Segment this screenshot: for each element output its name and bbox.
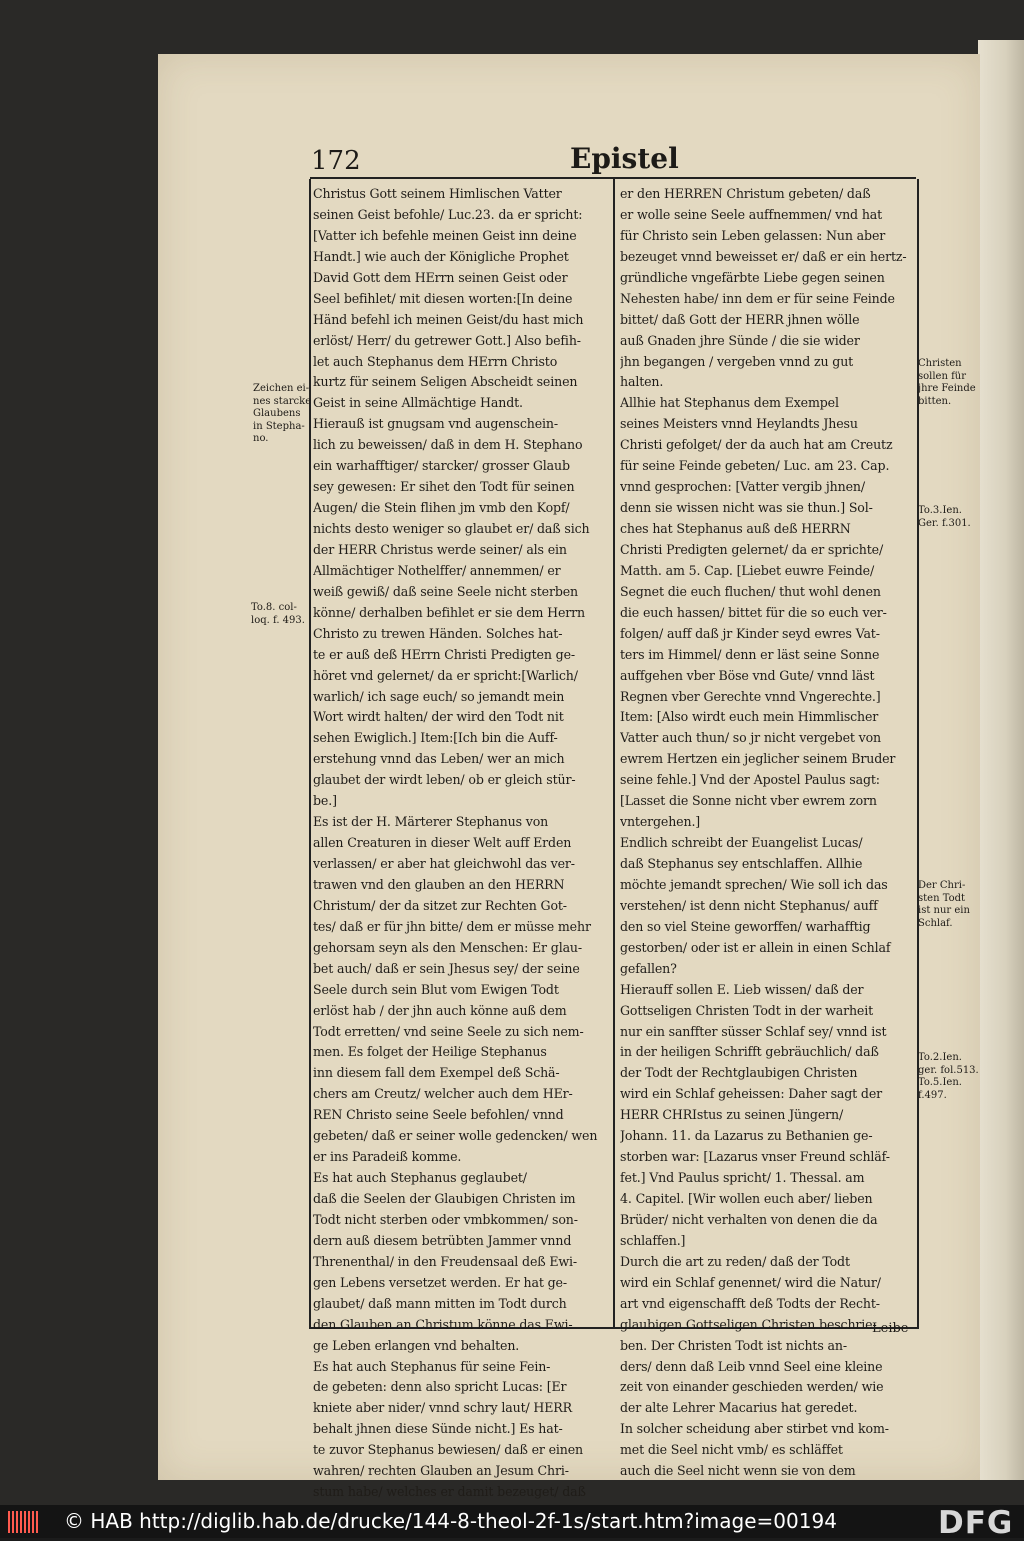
text-line: [Lasset die Sonne nicht vber ewrem zorn [620,793,877,809]
text-line: verstehen/ ist denn nicht Stephanus/ auff [620,897,878,913]
text-line: met die Seel nicht vmb/ es schläffet [620,1442,843,1458]
text-line: Christus Gott seinem Himlischen Vatter [313,186,562,201]
text-line: halten. [620,374,664,390]
text-line: warlich/ ich sage euch/ so jemandt mein [313,688,565,704]
text-line: er ins Paradeiß komme. [313,1149,462,1165]
text-line: der HERR Christus werde seiner/ als ein [313,541,567,557]
text-line: 4. Capitel. [Wir wollen euch aber/ lieben [620,1191,873,1206]
margin-note-left-2: To.8. col- loq. f. 493. [251,602,305,626]
right-text-column [620,184,910,1482]
text-line: wird ein Schlaf geheissen: Daher sagt der [620,1086,882,1102]
text-line: ters im Himmel/ denn er läst seine Sonne [620,646,880,662]
text-line: storben war: [Lazarus vnser Freund schläf- [620,1149,890,1165]
text-line: denn sie wissen nicht was sie thun.] Sol- [620,500,873,516]
text-line: Vatter auch thun/ so jr nicht vergebet von [620,730,882,746]
text-line: behalt jhnen diese Sünde nicht.] Es hat- [313,1421,563,1437]
running-title: Epistel [570,142,679,175]
text-line: auch die Seel nicht wenn sie von dem [620,1463,856,1479]
text-line: ewrem Hertzen ein jeglicher seinem Bruder [620,751,896,767]
text-line: Allmächtiger Nothelffer/ annemmen/ er [313,562,561,578]
text-line: Hierauß ist gnugsam vnd augenschein- [313,416,558,432]
text-line: er den HERREN Christum gebeten/ daß [620,186,871,201]
text-line: sehen Ewiglich.] Item:[Ich bin die Auff- [313,730,558,746]
text-line: trawen vnd den glauben an den HERRN [313,876,565,892]
text-line: Threnenthal/ in den Freudensaal deß Ewi- [313,1253,578,1269]
text-line: Nehesten habe/ inn dem er für seine Feinde [620,290,895,306]
text-line: ders/ denn daß Leib vnnd Seel eine kleine [620,1358,883,1374]
text-line: seine fehle.] Vnd der Apostel Paulus sagt: [620,772,880,788]
text-line: glaubet/ daß mann mitten im Todt durch [313,1295,567,1311]
text-line: ge Leben erlangen vnd behalten. [313,1337,520,1353]
copyright-url[interactable]: © HAB http://diglib.hab.de/drucke/144-8-theol-2f-1s/start.htm?image=00194 [64,1509,837,1533]
text-line: möchte jemandt sprechen/ Wie soll ich das [620,876,888,892]
text-line: ein warhafftiger/ starcker/ grosser Glaub [313,458,570,474]
text-line: Wort wirdt halten/ der wird den Todt nit [313,709,564,725]
column-divider [613,179,615,1327]
text-line: nichts desto weniger so glaubet er/ daß sich [313,521,590,536]
text-line: Christum/ der da sitzet zur Rechten Got- [313,897,567,913]
text-line: Es ist der H. Märterer Stephanus von [313,814,549,830]
text-line: ches hat Stephanus auß deß HERRN [620,521,851,536]
text-line: gebeten/ daß er seiner wolle gedencken/ wen [313,1128,598,1144]
text-line: bet auch/ daß er sein Jhesus sey/ der seine [313,960,580,976]
text-line: Es hat auch Stephanus geglaubet/ [313,1170,527,1186]
text-line: Seele durch sein Blut vom Ewigen Todt [313,981,559,997]
text-line: In solcher scheidung aber stirbet vnd kom- [620,1421,889,1437]
text-line: verlassen/ er aber hat gleichwohl das ver- [313,856,575,871]
text-line: Endlich schreibt der Euangelist Lucas/ [620,835,863,851]
text-line: sey gewesen: Er sihet den Todt für seinen [313,479,575,495]
text-line: daß die Seelen der Glaubigen Christen im [313,1191,576,1206]
text-line: seines Meisters vnnd Heylandts Jhesu [620,416,858,432]
text-line: [Vatter ich befehle meinen Geist inn deine [313,227,577,243]
text-line: wahren/ rechten Glauben an Jesum Chri- [313,1463,569,1479]
text-line: lich zu beweissen/ daß in dem H. Stephano [313,437,583,453]
text-line: erlöst hab / der jhn auch könne auß dem [313,1002,567,1018]
text-line: weiß gewiß/ daß seine Seele nicht sterben [313,583,579,599]
text-line: David Gott dem HErrn seinen Geist oder [313,269,568,285]
text-line: nur ein sanffter süsser Schlaf sey/ vnnd ist [620,1023,887,1039]
text-line: ben. Der Christen Todt ist nichts an- [620,1337,847,1353]
barcode-icon [8,1511,44,1533]
text-line: inn diesem fall dem Exempel deß Schä- [313,1065,560,1081]
text-line: Gottseligen Christen Todt in der warheit [620,1002,874,1018]
text-line: Handt.] wie auch der Königliche Prophet [313,248,569,264]
catchword: Leibe [872,1321,909,1336]
text-line: den Glauben an Christum könne das Ewi- [313,1316,573,1332]
text-line: Hierauff sollen E. Lieb wissen/ daß der [620,981,864,997]
text-line: Matth. am 5. Cap. [Liebet euwre Feinde/ [620,562,875,578]
text-line: HERR CHRIstus zu seinen Jüngern/ [620,1107,844,1123]
text-line: schlaffen.] [620,1232,686,1248]
text-line: te er auß deß HErrn Christi Predigten ge- [313,646,575,662]
text-line: Es hat auch Stephanus für seine Fein- [313,1358,551,1374]
text-line: Segnet die euch fluchen/ thut wohl denen [620,583,881,599]
margin-note-right-1: Christen sollen für jhre Feinde bitten. [918,358,976,407]
text-line: für Christo sein Leben gelassen: Nun aber [620,227,886,243]
text-line: kniete aber nider/ vnnd schry laut/ HERR [313,1400,572,1416]
text-line: de gebeten: denn also spricht Lucas: [Er [313,1379,567,1395]
text-line: glaubigen Gottseligen Christen beschrie- [620,1316,877,1332]
text-line: vntergehen.] [620,814,701,830]
text-line: könne/ derhalben befihlet er sie dem Herrn [313,604,585,620]
text-line: gestorben/ oder ist er allein in einen Schlaf [620,939,891,955]
dfg-logo: DFG [938,1505,1014,1541]
text-line: folgen/ auff daß jr Kinder seyd ewres Vat- [620,625,880,641]
text-line: er wolle seine Seele auffnemmen/ vnd hat [620,206,883,222]
margin-note-right-4: To.2.Ien. ger. fol.513. To.5.Ien. f.497. [918,1052,979,1101]
text-line: Seel befihlet/ mit diesen worten:[In deine [313,290,573,306]
text-line: Regnen vber Gerechte vnnd Vngerechte.] [620,688,881,704]
left-text-column [313,184,603,1503]
text-line: erstehung vnnd das Leben/ wer an mich [313,751,565,767]
text-line: seinen Geist befohle/ Luc.23. da er spricht: [313,206,583,222]
text-line: zeit von einander geschieden werden/ wie [620,1379,884,1395]
text-line: der alte Lehrer Macarius hat geredet. [620,1400,858,1416]
text-line: glaubet der wirdt leben/ ob er gleich stür- [313,772,576,788]
text-line: kurtz für seinem Seligen Abscheidt seinen [313,374,578,390]
text-line: art vnd eigenschafft deß Todts der Recht- [620,1295,880,1311]
text-line: dern auß diesem betrübten Jammer vnnd [313,1232,572,1248]
text-line: Geist in seine Allmächtige Handt. [313,395,523,411]
text-line: men. Es folget der Heilige Stephanus [313,1044,547,1060]
text-line: gen Lebens versetzet werden. Er hat ge- [313,1274,567,1290]
text-line: Christi gefolget/ der da auch hat am Creutz [620,437,893,453]
text-line: auffgehen vber Böse vnd Gute/ vnnd läst [620,667,875,683]
text-line: die euch hassen/ bittet für die so euch ver- [620,604,887,620]
text-line: wird ein Schlaf genennet/ wird die Natur/ [620,1274,881,1290]
text-line: Christi Predigten gelernet/ da er sprichte/ [620,541,884,557]
text-line: Durch die art zu reden/ daß der Todt [620,1253,850,1269]
text-line: Item: [Also wirdt euch mein Himmlischer [620,709,879,725]
text-line: gefallen? [620,960,677,976]
text-line: auß Gnaden jhre Sünde / die sie wider [620,332,860,348]
text-line: allen Creaturen in dieser Welt auff Erden [313,835,572,851]
text-line: den so viel Steine geworffen/ warhafftig [620,918,871,934]
text-line: erlöst/ Herr/ du getrewer Gott.] Also befih- [313,332,581,348]
text-line: Augen/ die Stein flihen jm vmb den Kopf/ [313,500,570,516]
text-line: für seine Feinde gebeten/ Luc. am 23. Cap. [620,458,890,474]
text-line: gründliche vngefärbte Liebe gegen seinen [620,269,885,285]
margin-note-left-1: Zeichen ei- nes starcke Glaubens in Stepha- no. [253,383,312,444]
text-line: Johann. 11. da Lazarus zu Bethanien ge- [620,1128,873,1144]
text-line: in der heiligen Schrifft gebräuchlich/ daß [620,1044,879,1060]
text-line: let auch Stephanus dem HErrn Christo [313,353,558,369]
margin-note-right-2: To.3.Ien. Ger. f.301. [918,505,971,529]
text-line: Allhie hat Stephanus dem Exempel [620,395,839,411]
text-line: jhn begangen / vergeben vnnd zu gut [620,353,854,369]
text-line: REN Christo seine Seele befohlen/ vnnd [313,1107,564,1123]
text-line: Händ befehl ich meinen Geist/du hast mich [313,311,584,327]
text-line: bezeuget vnnd beweisset er/ daß er ein hertz- [620,248,907,264]
page-number: 172 [311,146,361,176]
text-line: höret vnd gelernet/ da er spricht:[Warlich/ [313,667,578,683]
text-line: Brüder/ nicht verhalten von denen die da [620,1211,878,1227]
text-line: gehorsam seyn als den Menschen: Er glau- [313,939,582,955]
text-line: stum habe/ welches er damit bezeuget/ daß [313,1484,586,1500]
next-page-edge [978,40,1024,1480]
text-line: tes/ daß er für jhn bitte/ dem er müsse mehr [313,918,591,934]
text-line: Christo zu trewen Händen. Solches hat- [313,625,563,641]
text-line: der Todt der Rechtglaubigen Christen [620,1065,858,1081]
text-line: daß Stephanus sey entschlaffen. Allhie [620,856,863,871]
margin-note-right-3: Der Chri- sten Todt ist nur ein Schlaf. [918,880,970,929]
text-line: Todt nicht sterben oder vmbkommen/ son- [313,1211,578,1227]
text-line: chers am Creutz/ welcher auch dem HEr- [313,1086,573,1102]
text-line: Todt erretten/ vnd seine Seele zu sich nem- [313,1023,584,1039]
text-line: te zuvor Stephanus bewiesen/ daß er einen [313,1442,584,1458]
text-line: bittet/ daß Gott der HERR jhnen wölle [620,311,860,327]
text-line: vnnd gesprochen: [Vatter vergib jhnen/ [620,479,865,495]
text-line: fet.] Vnd Paulus spricht/ 1. Thessal. am [620,1170,865,1186]
text-line: be.] [313,793,337,809]
